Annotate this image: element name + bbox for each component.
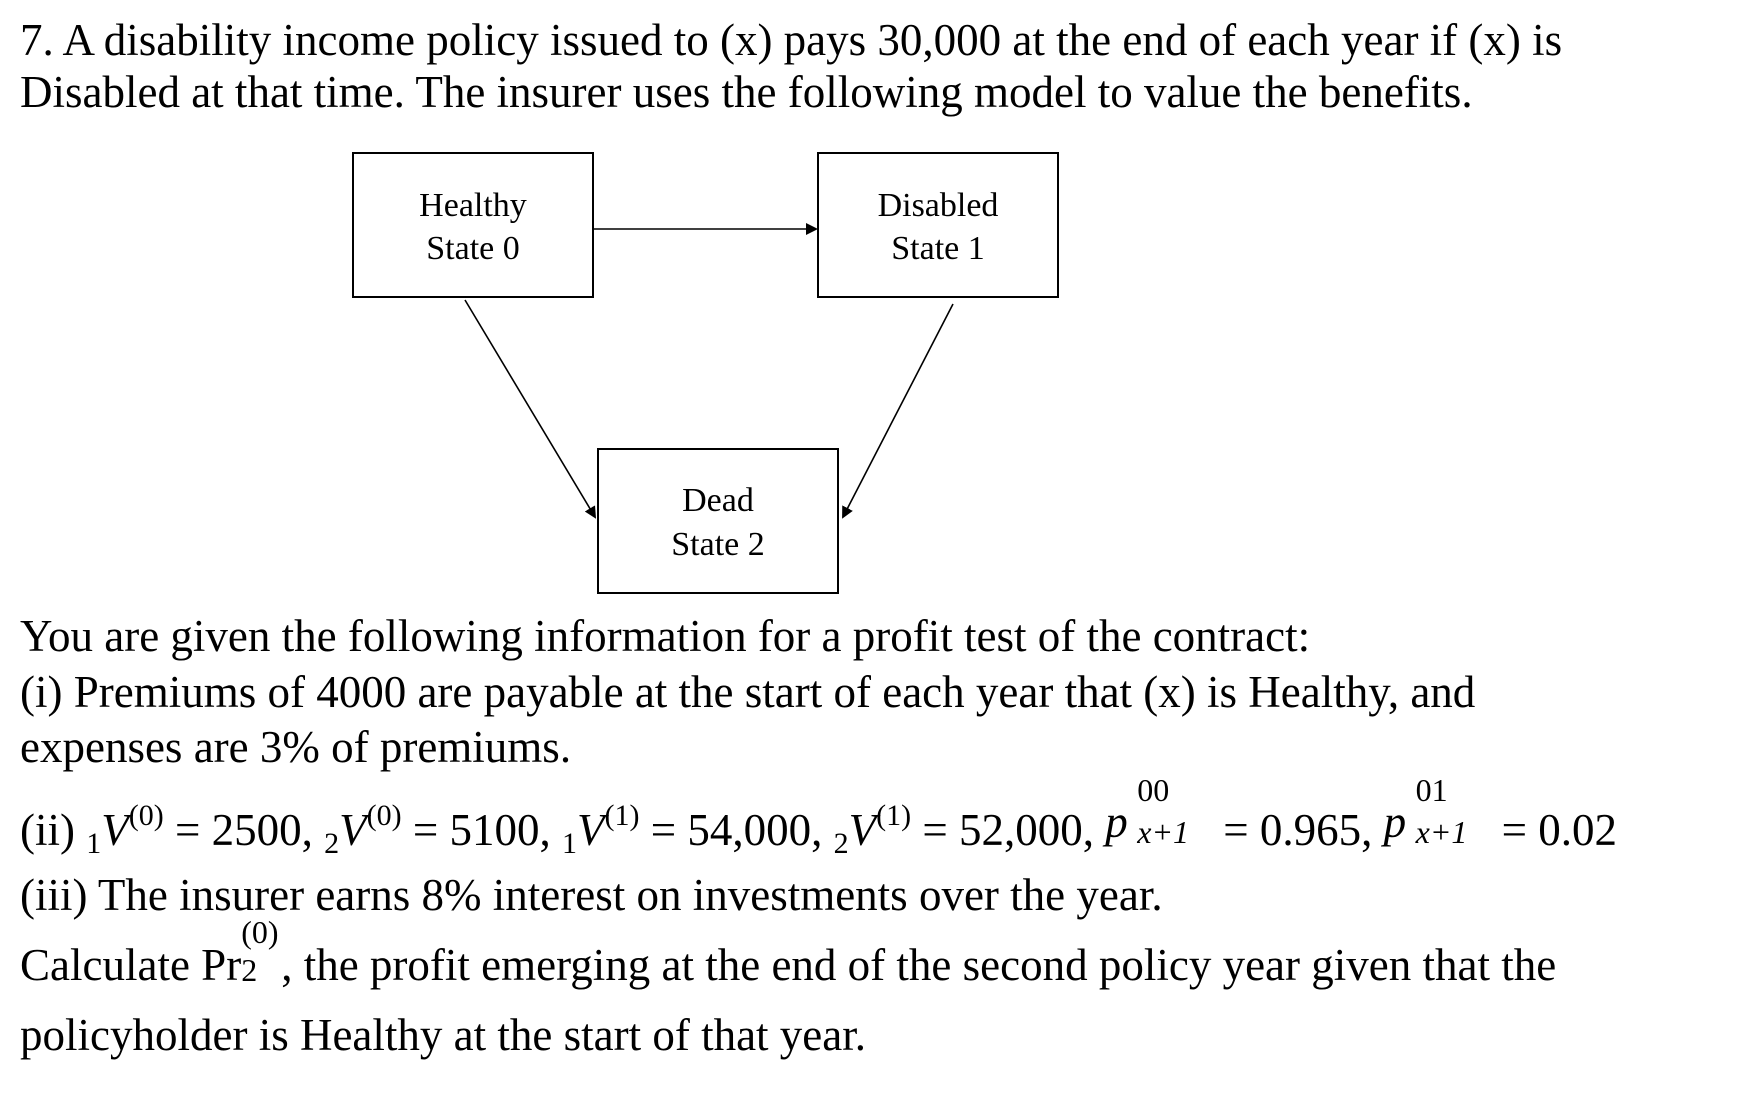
- transition-1-to-2-arrow: [843, 304, 953, 517]
- reserve-1-1-value: = 54,000,: [639, 805, 834, 855]
- question-intro-line-2: Disabled at that time. The insurer uses the following model to value the benefits.: [20, 67, 1473, 117]
- reserve-1-1-state: (1): [604, 799, 640, 832]
- item-iii: (iii) The insurer earns 8% interest on investments over the year.: [20, 870, 1163, 920]
- profit-symbol: Pr: [201, 940, 242, 990]
- calculate-line-1: [20, 914, 1557, 990]
- reserve-2-0-duration: 2: [324, 827, 340, 860]
- profit-year: 2: [241, 952, 258, 988]
- prob-01-transition: 01: [1415, 772, 1448, 808]
- reserve-2-0-value: = 5100,: [401, 805, 562, 855]
- reserve-1-0-state: (0): [128, 799, 164, 832]
- item-ii-label: (ii): [20, 805, 75, 855]
- reserve-2-0-state: (0): [366, 799, 402, 832]
- state-2-dead-box: [598, 449, 838, 593]
- state-2-label: Dead: [682, 482, 754, 519]
- given-intro: You are given the following information for a profit test of the contract:: [20, 611, 1311, 661]
- prob-00-transition: 00: [1137, 772, 1170, 808]
- prob-00-age: x+1: [1137, 814, 1190, 850]
- reserve-1-1-duration: 1: [561, 827, 577, 860]
- prob-01: [1383, 772, 1502, 850]
- reserve-1-1-symbol: V: [576, 805, 605, 855]
- item-ii: [20, 772, 1618, 860]
- calculate-rest: , the profit emerging at the end of the second policy year given that the: [281, 940, 1557, 990]
- calculate-prefix: Calculate: [20, 940, 202, 990]
- reserve-1-0-symbol: V: [101, 805, 129, 855]
- reserve-2-0-symbol: V: [339, 805, 367, 855]
- state-0-label: Healthy: [419, 187, 527, 224]
- profit-state: (0): [241, 914, 279, 950]
- reserve-1-0-duration: 1: [86, 827, 102, 860]
- state-0-healthy-box: [353, 153, 593, 297]
- reserve-2-1-value: = 52,000,: [911, 805, 1106, 855]
- reserve-2-1-duration: 2: [833, 827, 849, 860]
- state-1-disabled-box: [818, 153, 1058, 297]
- state-1-label: Disabled: [877, 187, 999, 224]
- item-i-line-2: expenses are 3% of premiums.: [20, 722, 572, 772]
- state-2-number: State 2: [671, 526, 765, 563]
- prob-01-age: x+1: [1415, 814, 1468, 850]
- state-1-number: State 1: [891, 230, 985, 267]
- transition-0-to-2-arrow: [465, 300, 595, 517]
- prob-00: [1105, 772, 1223, 850]
- prob-01-symbol: p: [1383, 797, 1407, 847]
- calculate-line-2: policyholder is Healthy at the start of that year.: [20, 1010, 866, 1060]
- prob-00-value: = 0.965,: [1223, 805, 1384, 855]
- prob-01-value: = 0.02: [1501, 805, 1618, 855]
- profit-indices: [241, 914, 281, 988]
- question-intro-line-1: 7. A disability income policy issued to (x) pays 30,000 at the end of each year if (x) is: [20, 15, 1563, 65]
- reserve-2-1-state: (1): [876, 799, 912, 832]
- reserve-1-0-value: = 2500,: [163, 805, 325, 855]
- state-0-number: State 0: [426, 230, 520, 267]
- reserve-2-1-symbol: V: [848, 805, 877, 855]
- prob-00-symbol: p: [1105, 797, 1128, 847]
- item-i-line-1: (i) Premiums of 4000 are payable at the start of each year that (x) is Healthy, and: [20, 667, 1476, 717]
